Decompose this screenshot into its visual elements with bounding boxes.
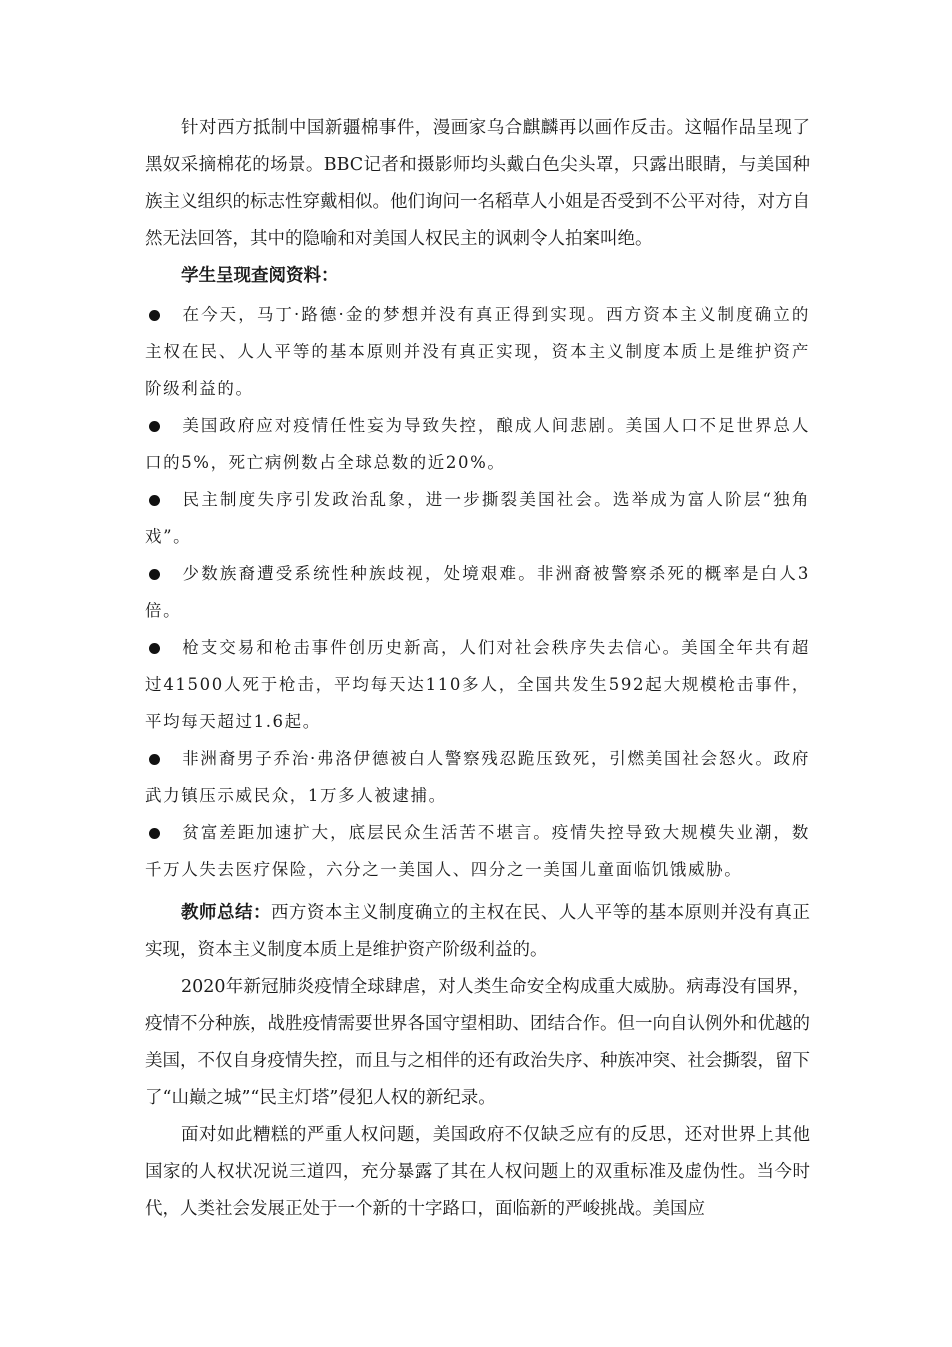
teacher-summary-text: 西方资本主义制度确立的主权在民、人人平等的基本原则并没有真正实现，资本主义制度本质上是维护资产阶级利益的。 [145, 903, 811, 960]
bullet-dot-icon [149, 828, 160, 839]
bullet-dot-icon [149, 569, 160, 580]
teacher-summary [145, 895, 810, 969]
paragraph-2020: 2020年新冠肺炎疫情全球肆虐，对人类生命安全构成重大威胁。病毒没有国界，疫情不分种族，战胜疫情需要世界各国守望相助、团结合作。但一向自认例外和优越的美国，不仅自身疫情失控，而且与之相伴的还有政治失序、种族冲突、社会撕裂，留下了“山巅之城”“民主灯塔”侵犯人权的新纪录。 [145, 977, 810, 1108]
paragraph-final: 面对如此糟糕的严重人权问题，美国政府不仅缺乏应有的反思，还对世界上其他国家的人权状况说三道四，充分暴露了其在人权问题上的双重标准及虚伪性。当今时代，人类社会发展正处于一个新的十字路口，面临新的严峻挑战。美国应 [145, 1125, 810, 1219]
bullet-dot-icon [149, 643, 160, 654]
bullet-dot-icon [149, 310, 160, 321]
list-item: 贫富差距加速扩大，底层民众生活苦不堪言。疫情失控导致大规模失业潮，数千万人失去医疗保险，六分之一美国人、四分之一美国儿童面临饥饿威胁。 [145, 823, 810, 879]
list-item: 美国政府应对疫情任性妄为导致失控，酿成人间悲剧。美国人口不足世界总人口的5%，死亡病例数占全球总数的近20%。 [145, 416, 810, 472]
list-item: 民主制度失序引发政治乱象，进一步撕裂美国社会。选举成为富人阶层“独角戏”。 [145, 490, 810, 546]
list-item: 枪支交易和枪击事件创历史新高，人们对社会秩序失去信心。美国全年共有超过41500人死于枪击，平均每天达110多人，全国共发生592起大规模枪击事件，平均每天超过1.6起。 [145, 638, 810, 731]
student-heading: 学生呈现查阅资料： [181, 266, 339, 286]
list-item: 非洲裔男子乔治·弗洛伊德被白人警察残忍跪压致死，引燃美国社会怒火。政府武力镇压示威民众，1万多人被逮捕。 [145, 749, 810, 805]
bullet-dot-icon [149, 421, 160, 432]
bullet-dot-icon [149, 495, 160, 506]
teacher-summary-label: 教师总结： [181, 903, 271, 923]
bullet-dot-icon [149, 754, 160, 765]
bullet-list [145, 296, 810, 888]
intro-paragraph: 针对西方抵制中国新疆棉事件，漫画家乌合麒麟再以画作反击。这幅作品呈现了黑奴采摘棉花的场景。BBC记者和摄影师均头戴白色尖头罩，只露出眼睛，与美国种族主义组织的标志性穿戴相似。他们询问一名稻草人小姐是否受到不公平对待，对方自然无法回答，其中的隐喻和对美国人权民主的讽刺令人拍案叫绝。 [145, 118, 810, 249]
list-item: 在今天，马丁·路德·金的梦想并没有真正得到实现。西方资本主义制度确立的主权在民、人人平等的基本原则并没有真正实现，资本主义制度本质上是维护资产阶级利益的。 [145, 305, 810, 398]
list-item: 少数族裔遭受系统性种族歧视，处境艰难。非洲裔被警察杀死的概率是白人3倍。 [145, 564, 810, 620]
